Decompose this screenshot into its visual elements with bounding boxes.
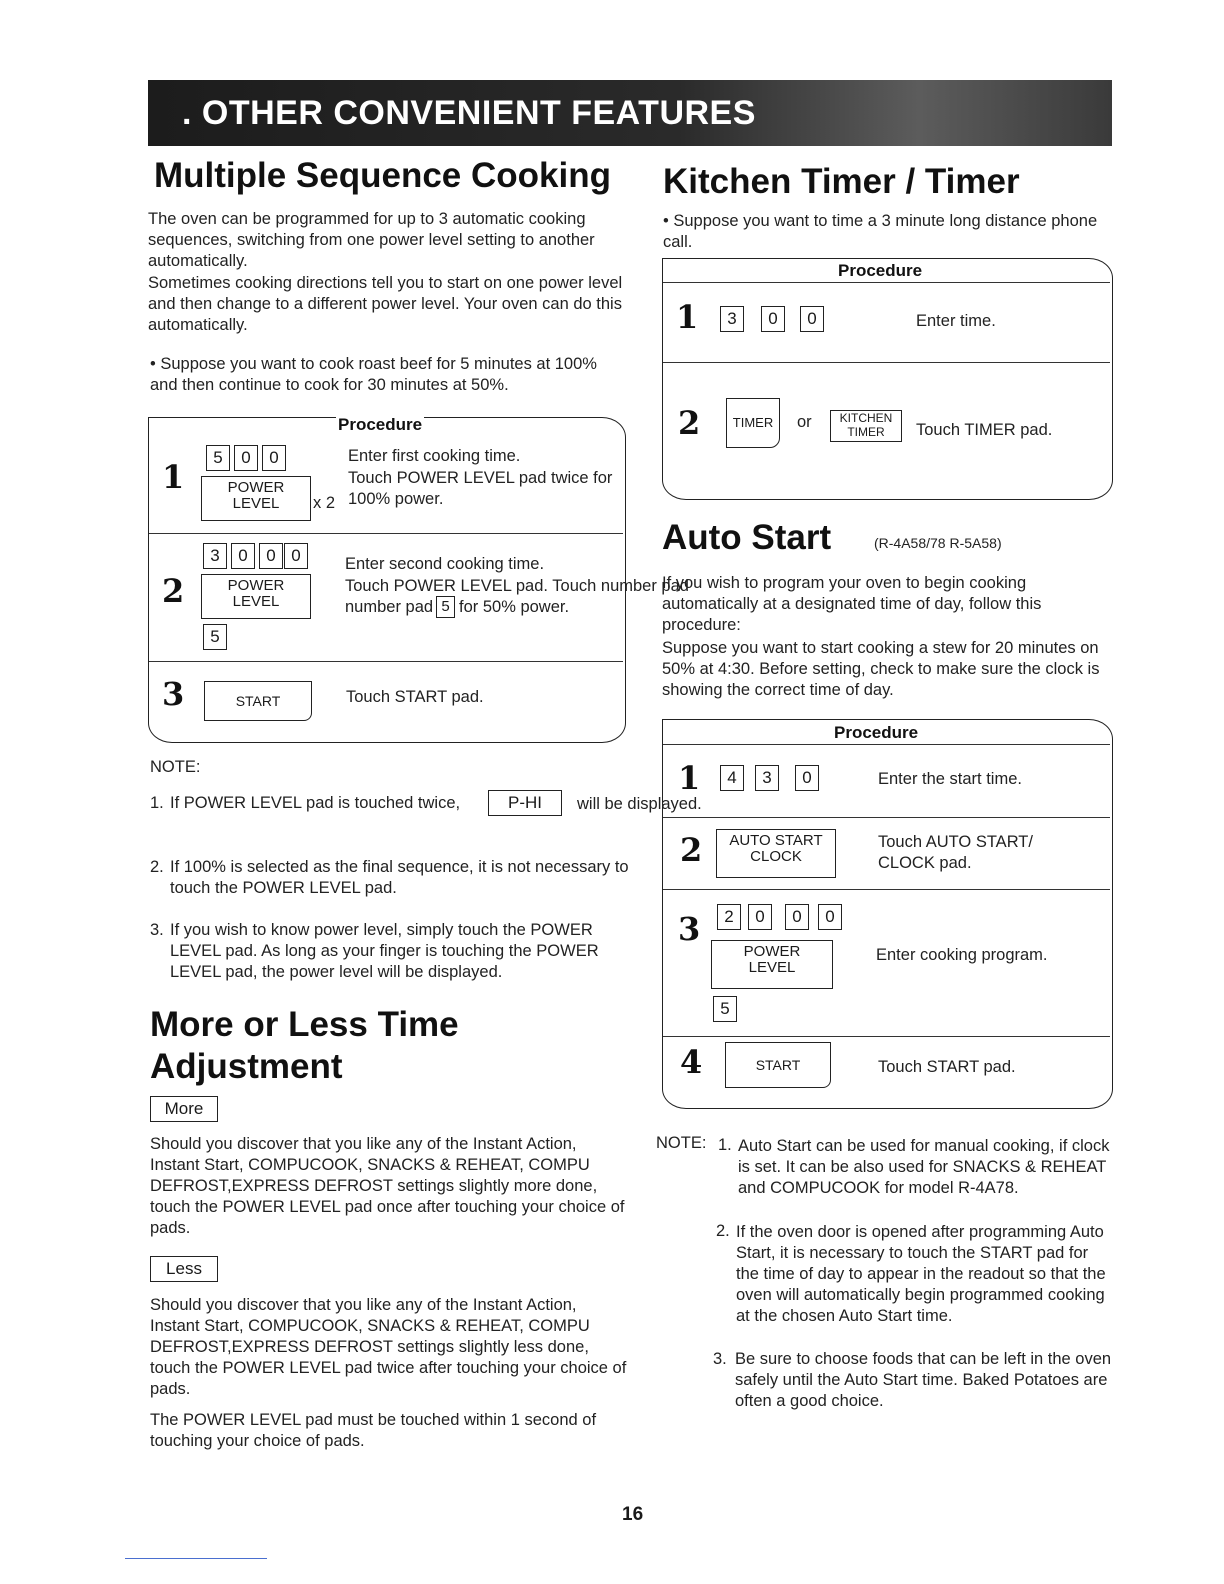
step-text: Touch POWER LEVEL pad twice for 100% power. [348, 469, 613, 508]
note-text: If the oven door is opened after programming Auto Start, it is necessary to touch the START pad for the time of day to appear in the readout so that the oven will automatically begin programmed cooking at the chosen Auto Start time. [736, 1223, 1106, 1325]
note-text: If POWER LEVEL pad is touched twice, [170, 794, 461, 812]
auto-start-example: Suppose you want to start cooking a stew for 20 minutes on 50% at 4:30. Before setting, check to make sure the clock is showing the correct time of day. [662, 639, 1100, 699]
step-text: Enter first cooking time. [348, 447, 521, 465]
divider [149, 661, 623, 662]
timer-procedure-box [662, 258, 1113, 500]
divider [663, 282, 1110, 283]
kitchen-timer-pad: KITCHEN TIMER [830, 410, 902, 442]
power-level-pad: POWER LEVEL [201, 574, 311, 619]
more-text: Should you discover that you like any of the Instant Action, Instant Start, COMPUCOOK, SNACKS & REHEAT, COMPU DEFROST,EXPRESS DEFROST settings slightly more done, touch the POWER LEVEL pad once after touching your choice of pads. [150, 1135, 625, 1237]
step-number: 2 [680, 831, 703, 869]
digit-pad: 0 [234, 445, 258, 471]
note-number: 1. [718, 1136, 732, 1154]
note-label: NOTE: [150, 758, 201, 776]
auto-start-title: Auto Start [662, 518, 832, 557]
msc-example: • Suppose you want to cook roast beef for 5 minutes at 100% and then continue to cook for 30 minutes at 50%. [150, 355, 597, 394]
step-text: Touch START pad. [346, 688, 484, 706]
step-text: Touch AUTO START/ CLOCK pad. [878, 833, 1033, 872]
auto-start-clock-pad: AUTO START CLOCK [716, 829, 836, 878]
step-text: Enter the start time. [878, 770, 1022, 788]
digit-pad: 0 [761, 306, 785, 332]
page-number: 16 [622, 1504, 644, 1525]
digit-pad: 5 [203, 624, 227, 650]
step-number: 1 [676, 298, 699, 336]
start-pad: START [725, 1042, 831, 1088]
power-level-pad: POWER LEVEL [201, 476, 311, 521]
step-text: for 50% power. [459, 598, 570, 616]
banner-title: OTHER CONVENIENT FEATURES [201, 94, 756, 132]
digit-pad: 5 [436, 596, 455, 618]
digit-pad: 0 [259, 543, 283, 569]
step-number: 3 [678, 910, 701, 948]
timer-example: • Suppose you want to time a 3 minute long distance phone call. [663, 212, 1098, 251]
digit-pad: 0 [262, 445, 286, 471]
multiplier: x 2 [313, 494, 336, 512]
timer-title: Kitchen Timer / Timer [663, 162, 1020, 201]
step-text: Touch TIMER pad. [916, 421, 1053, 439]
digit-pad: 0 [785, 904, 809, 930]
timer-pad: TIMER [726, 398, 780, 448]
divider [149, 533, 623, 534]
digit-pad: 3 [755, 765, 779, 791]
or-text: or [797, 413, 812, 431]
bottom-line [125, 1558, 267, 1559]
digit-pad: 0 [795, 765, 819, 791]
note-number: 2. [150, 858, 164, 876]
step-number: 2 [162, 572, 185, 610]
power-level-pad: POWER LEVEL [711, 940, 833, 989]
final-text: The POWER LEVEL pad must be touched within 1 second of touching your choice of pads. [150, 1411, 597, 1450]
step-text-prefix: number pad [345, 598, 434, 616]
auto-start-models: (R-4A58/78 R-5A58) [874, 535, 1002, 551]
digit-pad: 0 [818, 904, 842, 930]
note-text: Auto Start can be used for manual cooking, if clock is set. It can be also used for SNACKS & REHEAT and COMPUCOOK for model R-4A78. [738, 1137, 1110, 1197]
step-number: 1 [678, 759, 701, 797]
note-text: will be displayed. [577, 795, 702, 813]
digit-pad: 0 [748, 904, 772, 930]
msc-intro-1: The oven can be programmed for up to 3 automatic cooking sequences, switching from one power level setting to another automatically. [148, 210, 595, 270]
digit-pad: 3 [203, 543, 227, 569]
step-number: 4 [680, 1043, 703, 1081]
divider [663, 817, 1110, 818]
less-pad: Less [150, 1256, 218, 1282]
divider [663, 889, 1110, 890]
less-text: Should you discover that you like any of the Instant Action, Instant Start, COMPUCOOK, SNACKS & REHEAT, COMPU DEFROST,EXPRESS DEFROST settings slightly less done, touch the POWER LEVEL pad twice after touching your choice of pads. [150, 1296, 627, 1398]
divider [663, 1036, 1110, 1037]
note-label: NOTE: [656, 1134, 707, 1152]
digit-pad: 0 [800, 306, 824, 332]
display-readout: P-HI [488, 790, 562, 816]
digit-pad: 3 [720, 306, 744, 332]
note-text: If you wish to know power level, simply touch the POWER LEVEL pad. As long as your finger is touching the POWER LEVEL pad, the power level will be displayed. [170, 921, 599, 981]
digit-pad: 5 [206, 445, 230, 471]
note-text: Be sure to choose foods that can be left in the oven safely until the Auto Start time. Baked Potatoes are often a good choice. [735, 1350, 1112, 1410]
divider [663, 362, 1110, 363]
timer-procedure-label: Procedure [838, 261, 923, 280]
adjust-title-line-1: More or Less Time [150, 1005, 459, 1044]
step-number: 3 [162, 675, 185, 713]
adjust-title-line-2: Adjustment [150, 1047, 343, 1086]
digit-pad: 0 [231, 543, 255, 569]
note-number: 3. [713, 1350, 727, 1368]
auto-start-intro: If you wish to program your oven to begin cooking automatically at a designated time of day, follow this procedure: [662, 574, 1042, 634]
digit-pad: 2 [717, 904, 741, 930]
start-pad: START [204, 681, 312, 721]
section-banner [148, 80, 1112, 146]
digit-pad: 5 [713, 996, 737, 1022]
divider [663, 744, 1110, 745]
msc-title: Multiple Sequence Cooking [154, 156, 611, 195]
step-text: Enter second cooking time. [345, 555, 545, 573]
more-pad: More [150, 1096, 218, 1122]
note-number: 2. [716, 1222, 730, 1240]
step-text: Enter time. [916, 312, 996, 330]
note-number: 3. [150, 921, 164, 939]
step-text: Touch START pad. [878, 1058, 1016, 1076]
step-text: Touch POWER LEVEL pad. Touch number pad [345, 577, 689, 595]
msc-intro-2: Sometimes cooking directions tell you to start on one power level and then change to a different power level. Your oven can do this automatically. [148, 274, 623, 334]
digit-pad: 4 [720, 765, 744, 791]
note-number: 1. [150, 794, 164, 812]
note-text: If 100% is selected as the final sequence, it is not necessary to touch the POWER LEVEL pad. [170, 858, 629, 897]
banner-dot: . [182, 94, 192, 132]
step-number: 1 [162, 458, 185, 496]
step-number: 2 [678, 404, 701, 442]
msc-procedure-label: Procedure [338, 415, 423, 434]
step-text: Enter cooking program. [876, 946, 1048, 964]
digit-pad: 0 [284, 543, 308, 569]
auto-procedure-label: Procedure [834, 723, 919, 742]
